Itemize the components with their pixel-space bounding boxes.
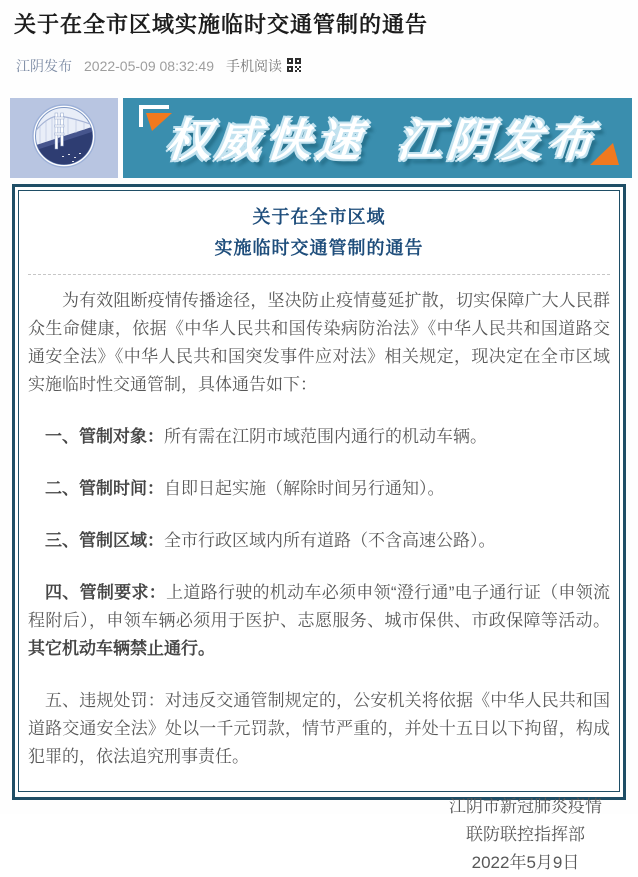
signature-lines (449, 793, 602, 877)
notice-item-3 (28, 527, 610, 555)
banner-slogan-panel (123, 98, 632, 178)
signature-date: 2022年5月9日 (471, 853, 580, 872)
banner-slogan: 权威快速 江阴发布 (163, 114, 600, 166)
qr-code-icon (287, 58, 301, 75)
item-4-bold-tail: 其它机动车辆禁止通行。 (28, 639, 215, 658)
notice-title (26, 197, 612, 264)
notice-box (12, 184, 626, 872)
signature-org-line2: 联防联控指挥部 (466, 825, 585, 844)
publish-timestamp: 2022-05-09 08:32:49 (84, 58, 214, 74)
item-1-text: 所有需在江阴市域范围内通行的机动车辆。 (164, 427, 487, 446)
item-5-label: 五、违规处罚： (45, 691, 165, 710)
item-2-text: 自即日起实施（解除时间另行通知）。 (164, 479, 445, 498)
signature-block (26, 793, 602, 877)
notice-inner-frame (18, 190, 620, 872)
notice-title-line1: 关于在全市区域 (252, 207, 386, 227)
dashed-divider (28, 274, 610, 275)
item-1-label: 一、管制对象： (45, 427, 164, 446)
notice-item-1 (28, 423, 610, 451)
notice-item-5 (28, 687, 610, 771)
notice-intro: 为有效阻断疫情传播途径，坚决防止疫情蔓延扩散，切实保障广大人民群众生命健康，依据《中华人民共和国传染病防治法》《中华人民共和国道路交通安全法》《中华人民共和国突发事件应对法》相关规定，现决定在全市区域实施临时性交通管制，具体通告如下： (28, 291, 610, 394)
meta-row (16, 56, 638, 76)
notice-item-4 (28, 579, 610, 663)
item-3-text: 全市行政区域内所有道路（不含高速公路）。 (164, 531, 496, 550)
item-5-text: 对违反交通管制规定的，公安机关将依据《中华人民共和国道路交通安全法》处以一千元罚款，情节严重的，并处十五日以下拘留，构成犯罪的，依法追究刑事责任。 (28, 691, 610, 766)
notice-item-2 (28, 475, 610, 503)
page-title: 关于在全市区域实施临时交通管制的通告 (14, 12, 429, 37)
item-3-label: 三、管制区域： (45, 531, 164, 550)
jiangyin-release-logo (10, 98, 118, 178)
mobile-read-label: 手机阅读 (226, 58, 282, 74)
item-2-label: 二、管制时间： (45, 479, 164, 498)
item-4-label: 四、管制要求： (45, 583, 167, 602)
mobile-read-button[interactable] (226, 56, 301, 76)
source-link[interactable]: 江阴发布 (16, 58, 72, 74)
banner-image (10, 98, 632, 178)
signature-org-line1: 江阴市新冠肺炎疫情 (449, 797, 602, 816)
notice-title-line2: 实施临时交通管制的通告 (214, 238, 424, 258)
bridge-badge-icon (32, 104, 96, 173)
item-4-text: 上道路行驶的机动车必须申领“澄行通”电子通行证（申领流程附后），申领车辆必须用于医护、志愿服务、城市保供、市政保障等活动。 (28, 583, 611, 630)
triangle-accent-icon (589, 143, 620, 171)
